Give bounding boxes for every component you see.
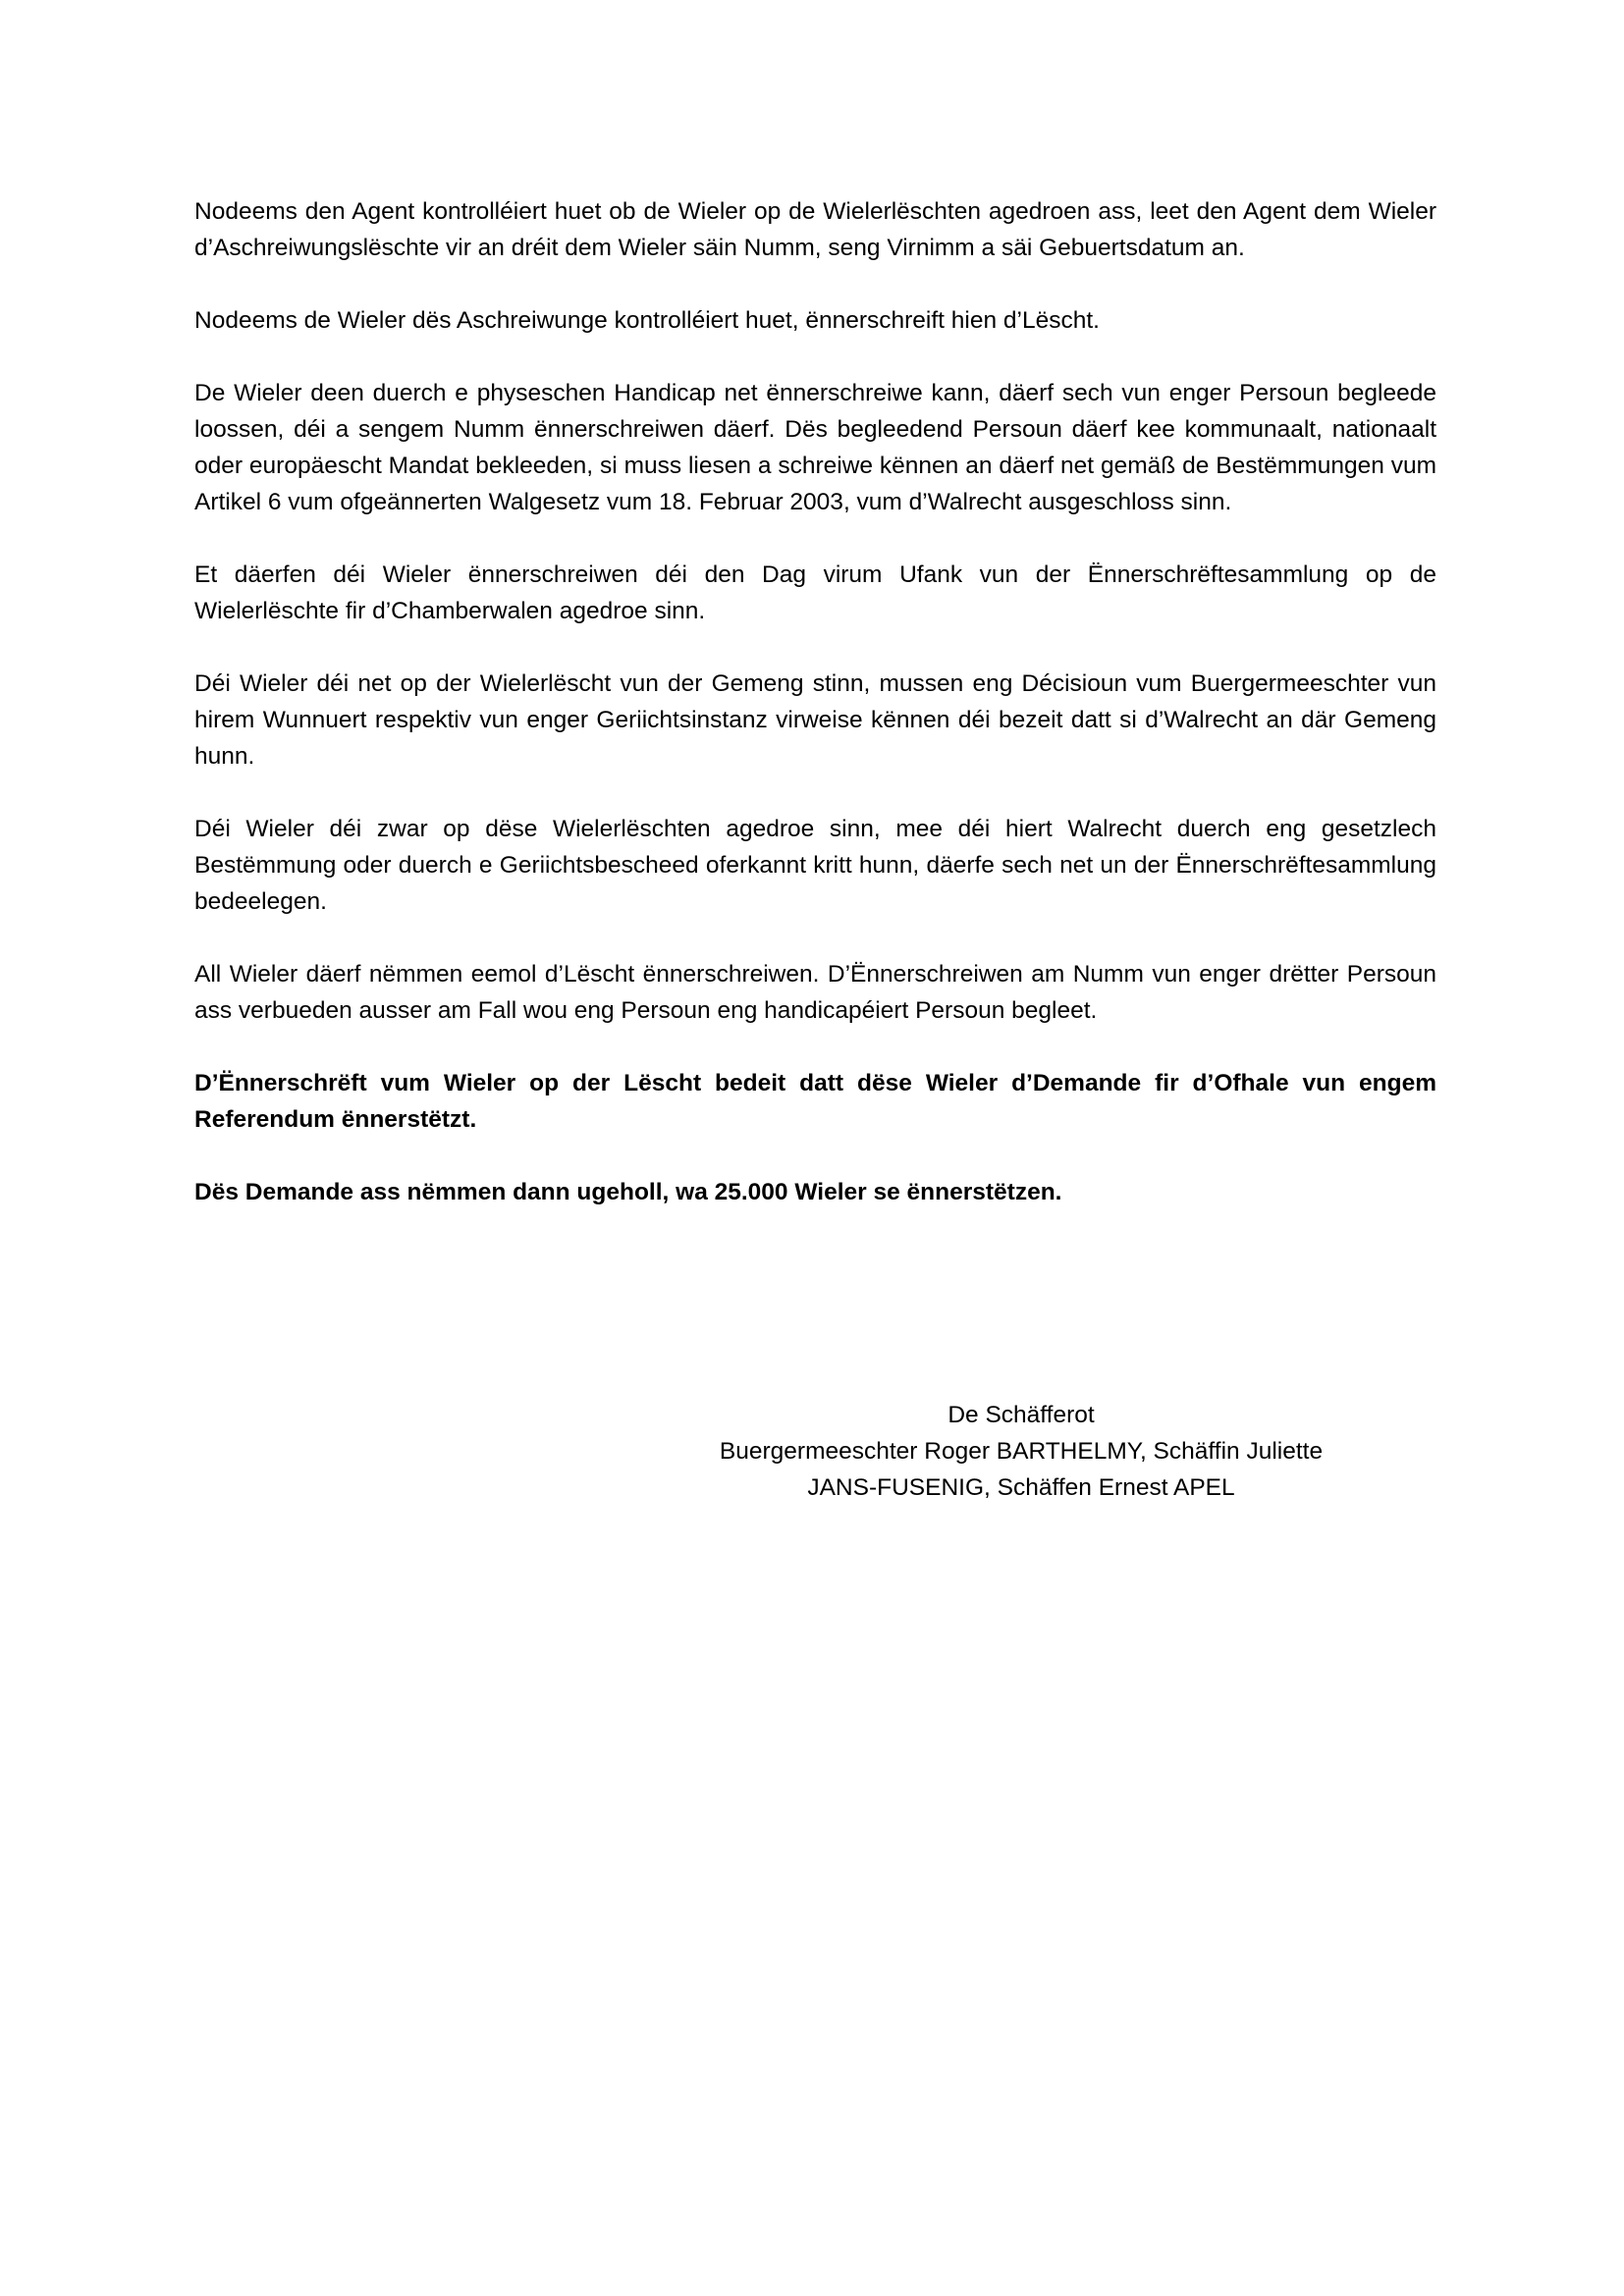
paragraph-threshold: Dës Demande ass nëmmen dann ugeholl, wa 25.000 Wieler se ënnerstëtzen.	[194, 1179, 1062, 1205]
paragraph-sign-once: All Wieler däerf nëmmen eemol d’Lëscht ënnerschreiwen. D’Ënnerschreiwen am Numm vun enger drëtter Persoun ass verbueden ausser am Fall wou eng Persoun eng handicapéiert Persoun begleet.	[194, 961, 1436, 1024]
paragraph-handicap-assistance: De Wieler deen duerch e physeschen Handicap net ënnerschreiwe kann, däerf sech vun enger Persoun begleede loossen, déi a sengem Numm ënnerschreiwen däerf. Dës begleedend Persoun däerf kee kommunaalt, nationaalt oder europäescht Mandat bekleeden, si muss liesen a schreiwe kënnen an däerf net gemäß de Bestëmmungen vum Artikel 6 vum ofgeännerten Walgesetz vum 18. Februar 2003, vum d’Walrecht ausgeschloss sinn.	[194, 380, 1436, 515]
signature-body-name: De Schäfferot	[947, 1402, 1095, 1428]
paragraph-excluded-voters: Déi Wieler déi zwar op dëse Wielerlëschten agedroe sinn, mee déi hiert Walrecht duerch eng gesetzlech Bestëmmung oder duerch e Geriichtsbescheed oferkannt kritt hunn, däerfe sech net un der Ënnerschrëftesammlung bedeelegen.	[194, 816, 1436, 915]
signature-names-line2: JANS-FUSENIG, Schäffen Ernest APEL	[807, 1474, 1235, 1501]
signature-names-line1: Buergermeeschter Roger BARTHELMY, Schäffin Juliette	[719, 1438, 1324, 1465]
document-body	[194, 193, 1436, 1247]
paragraph-agent-check: Nodeems den Agent kontrolléiert huet ob de Wieler op de Wielerlëschten agedroen ass, leet den Agent dem Wieler d’Aschreiwungslëschte vir an dréit dem Wieler säin Numm, seng Virnimm a säi Gebuertsdatum an.	[194, 198, 1436, 261]
paragraph-other-commune-voters: Déi Wieler déi net op der Wielerlëscht vun der Gemeng stinn, mussen eng Décisioun vum Buergermeeschter vun hirem Wunnuert respektiv vun enger Geriichtsinstanz virweise kënnen déi bezeit datt si d’Walrecht an där Gemeng hunn.	[194, 670, 1436, 770]
paragraph-signature-meaning: D’Ënnerschrëft vum Wieler op der Lëscht bedeit datt dëse Wieler d’Demande fir d’Ofhale vun engem Referendum ënnerstëtzt.	[194, 1070, 1436, 1133]
paragraph-voter-signs: Nodeems de Wieler dës Aschreiwunge kontrolléiert huet, ënnerschreift hien d’Lëscht.	[194, 307, 1100, 334]
paragraph-eligible-voters: Et däerfen déi Wieler ënnerschreiwen déi den Dag virum Ufank vun der Ënnerschrëftesammlung op de Wielerlëschte fir d’Chamberwalen agedroe sinn.	[194, 561, 1436, 624]
signature-block	[687, 1397, 1355, 1506]
